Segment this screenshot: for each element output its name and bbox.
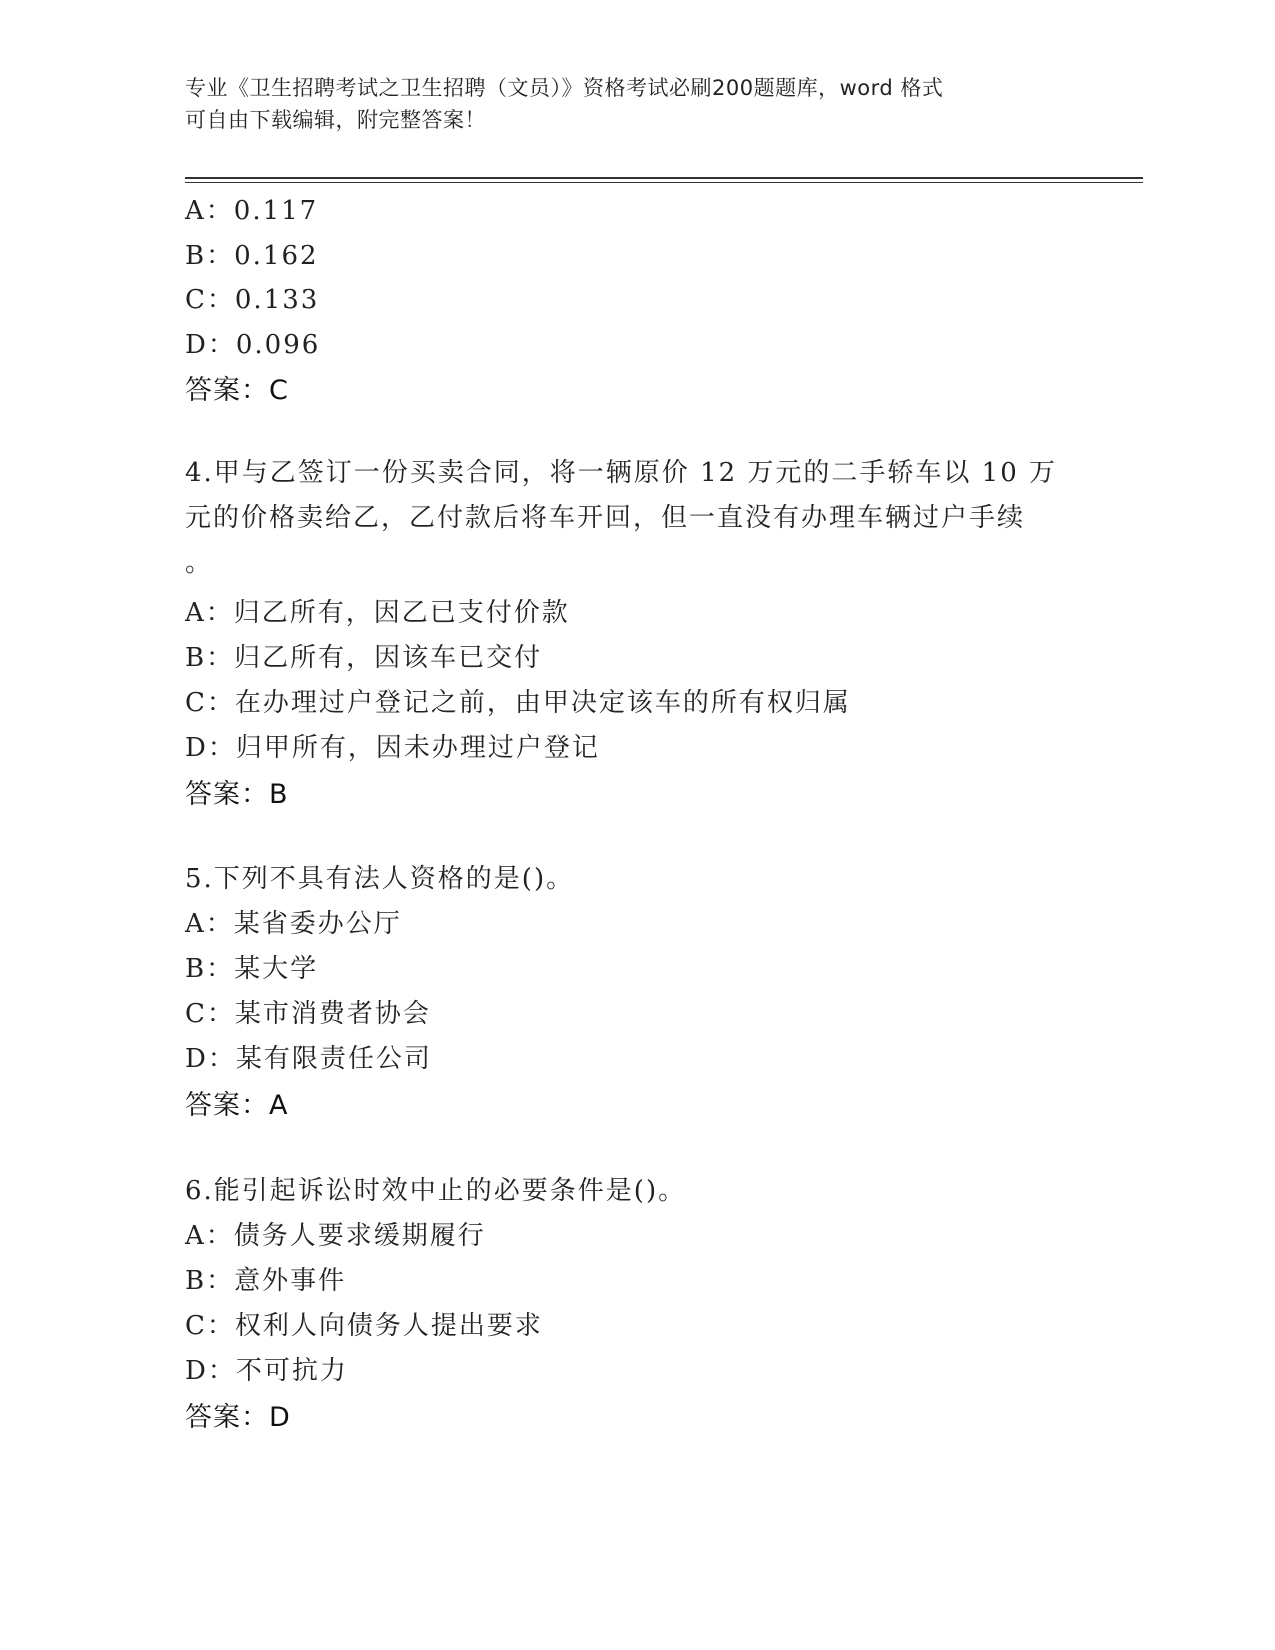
q4-option-a: A：归乙所有，因乙已支付价款 xyxy=(185,598,570,628)
header-line-1: 专业《卫生招聘考试之卫生招聘（文员）》资格考试必刷200题题库，word 格式 xyxy=(185,76,944,100)
q4-answer: 答案：B xyxy=(185,779,289,810)
q3-option-a: A：0.117 xyxy=(185,196,319,226)
q6-answer: 答案：D xyxy=(185,1402,291,1433)
q5-option-d: D：某有限责任公司 xyxy=(185,1044,432,1074)
q4-option-d: D：归甲所有，因未办理过户登记 xyxy=(185,733,600,763)
q5-stem: 5.下列不具有法人资格的是()。 xyxy=(185,864,575,894)
q5-option-a: A：某省委办公厅 xyxy=(185,909,402,939)
q3-answer: 答案：C xyxy=(185,375,289,406)
q6-option-d: D：不可抗力 xyxy=(185,1356,348,1386)
q4-stem-line-1: 4.甲与乙签订一份买卖合同，将一辆原价 12 万元的二手轿车以 10 万 xyxy=(185,458,1058,488)
q5-option-c: C：某市消费者协会 xyxy=(185,999,431,1029)
q6-option-a: A：债务人要求缓期履行 xyxy=(185,1221,486,1251)
q6-option-b: B：意外事件 xyxy=(185,1266,347,1296)
q6-option-c: C：权利人向债务人提出要求 xyxy=(185,1311,543,1341)
q4-stem-line-3: 。 xyxy=(185,548,214,578)
q4-stem xyxy=(185,451,1065,586)
header-line-2: 可自由下载编辑，附完整答案！ xyxy=(185,108,486,132)
q4-option-b: B：归乙所有，因该车已交付 xyxy=(185,643,543,673)
document-header xyxy=(185,72,1065,136)
header-rule-thick xyxy=(185,177,1143,179)
header-rule-thin xyxy=(185,182,1143,183)
q5-answer: 答案：A xyxy=(185,1090,289,1121)
q3-option-c: C：0.133 xyxy=(185,285,320,315)
q5-option-b: B：某大学 xyxy=(185,954,319,984)
q3-option-d: D：0.096 xyxy=(185,330,321,360)
q6-stem: 6.能引起诉讼时效中止的必要条件是()。 xyxy=(185,1176,687,1206)
q3-option-b: B：0.162 xyxy=(185,241,319,271)
q4-stem-line-2: 元的价格卖给乙，乙付款后将车开回，但一直没有办理车辆过户手续 xyxy=(185,503,1026,533)
q4-option-c: C：在办理过户登记之前，由甲决定该车的所有权归属 xyxy=(185,688,851,718)
